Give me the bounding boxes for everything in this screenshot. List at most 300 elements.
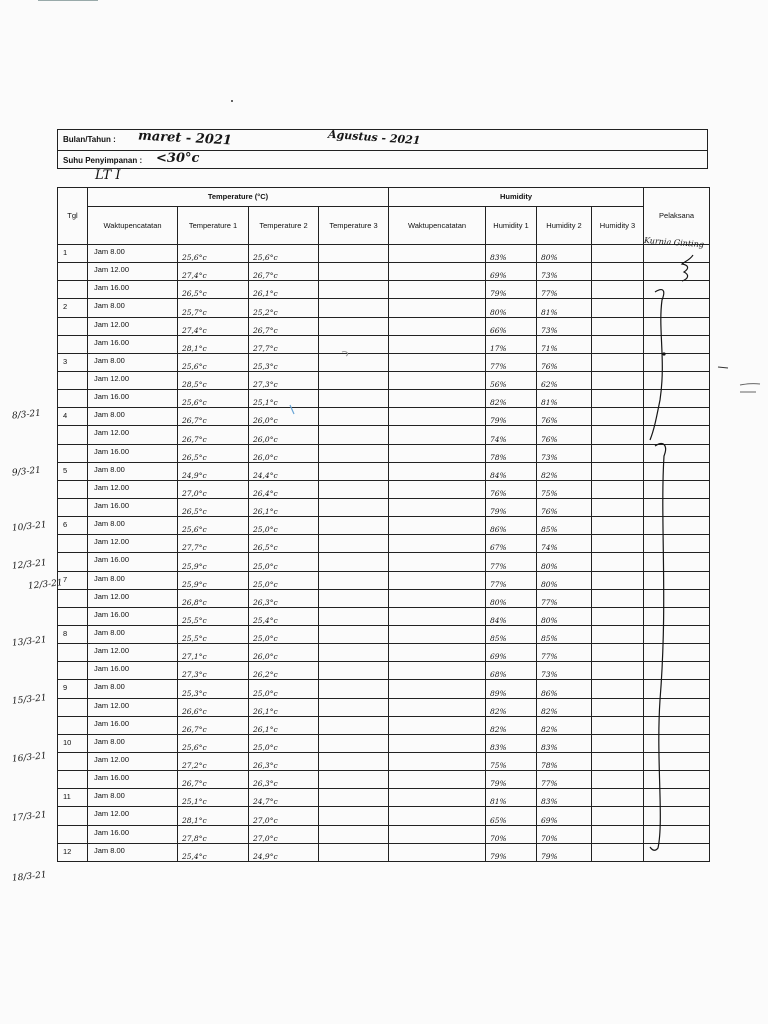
time-cell: Jam 8.00 <box>88 571 178 589</box>
temp-3-cell <box>319 281 389 299</box>
hum-2-cell: 77% <box>537 589 592 607</box>
table-row <box>58 571 710 589</box>
hum-3-cell <box>592 607 644 625</box>
tgl-cell: 2 <box>58 299 88 317</box>
hum-1-cell: 79% <box>486 408 537 426</box>
pelaksana-cell <box>644 553 710 571</box>
hum-2-cell: 62% <box>537 371 592 389</box>
hum-3-cell <box>592 535 644 553</box>
hum-2-cell: 75% <box>537 480 592 498</box>
temp-2-cell: 26,3°c <box>249 752 319 770</box>
hum-3-cell <box>592 571 644 589</box>
time-cell: Jam 8.00 <box>88 789 178 807</box>
temp-3-cell <box>319 553 389 571</box>
hum-1-cell: 82% <box>486 390 537 408</box>
time-cell: Jam 16.00 <box>88 607 178 625</box>
hum-3-cell <box>592 789 644 807</box>
hum-3-cell <box>592 807 644 825</box>
pelaksana-cell <box>644 589 710 607</box>
table-row <box>58 589 710 607</box>
waktu-2-cell <box>389 263 486 281</box>
waktu-2-cell <box>389 353 486 371</box>
temp-1-cell: 26,7°c <box>178 426 249 444</box>
waktu-2-cell <box>389 680 486 698</box>
tgl-cell: 10 <box>58 734 88 752</box>
temp-3-cell <box>319 462 389 480</box>
table-row <box>58 644 710 662</box>
pelaksana-cell <box>644 625 710 643</box>
pelaksana-cell <box>644 281 710 299</box>
time-cell: Jam 12.00 <box>88 426 178 444</box>
temp-2-cell: 26,2°c <box>249 662 319 680</box>
hum-2-cell: 69% <box>537 807 592 825</box>
table-row <box>58 281 710 299</box>
margin-date-note: 16/3-21 <box>11 751 48 765</box>
table-row <box>58 716 710 734</box>
hum-2-cell: 73% <box>537 444 592 462</box>
temp-3-cell <box>319 644 389 662</box>
hum-1-cell: 69% <box>486 644 537 662</box>
hum-2-cell: 73% <box>537 317 592 335</box>
table-row <box>58 498 710 516</box>
pelaksana-cell <box>644 335 710 353</box>
hum-3-cell <box>592 462 644 480</box>
temp-1-cell: 25,6°c <box>178 390 249 408</box>
temp-3-cell <box>319 299 389 317</box>
pelaksana-cell <box>644 390 710 408</box>
time-cell: Jam 12.00 <box>88 263 178 281</box>
temp-2-cell: 26,4°c <box>249 480 319 498</box>
temp-2-cell: 25,2°c <box>249 299 319 317</box>
temp-2-cell: 27,7°c <box>249 335 319 353</box>
pelaksana-cell <box>644 734 710 752</box>
hum-3-cell <box>592 825 644 843</box>
hum-2-cell: 81% <box>537 390 592 408</box>
pelaksana-cell <box>644 698 710 716</box>
waktu-2-cell <box>389 371 486 389</box>
waktu-2-cell <box>389 607 486 625</box>
temp-2-cell: 24,4°c <box>249 462 319 480</box>
temp-1-cell: 27,7°c <box>178 535 249 553</box>
hum-1-cell: 77% <box>486 571 537 589</box>
table-row <box>58 245 710 263</box>
temp-3-cell <box>319 426 389 444</box>
hum-3-cell <box>592 698 644 716</box>
table-row <box>58 390 710 408</box>
temp-1-cell: 26,6°c <box>178 698 249 716</box>
time-cell: Jam 16.00 <box>88 662 178 680</box>
hum-3-cell <box>592 662 644 680</box>
hum-3-cell <box>592 517 644 535</box>
hum-3-cell <box>592 480 644 498</box>
tgl-cell <box>58 390 88 408</box>
hum-1-cell: 79% <box>486 843 537 861</box>
waktu-2-cell <box>389 553 486 571</box>
time-cell: Jam 8.00 <box>88 680 178 698</box>
temp-1-cell: 28,1°c <box>178 807 249 825</box>
hum-1-cell: 89% <box>486 680 537 698</box>
table-row <box>58 553 710 571</box>
pelaksana-cell <box>644 607 710 625</box>
tgl-cell <box>58 263 88 281</box>
period-value: maret - 2021 <box>137 128 233 149</box>
waktu-2-cell <box>389 444 486 462</box>
table-row <box>58 462 710 480</box>
period-label: Bulan/Tahun : <box>63 135 116 144</box>
tgl-cell <box>58 644 88 662</box>
temp-1-cell: 25,7°c <box>178 299 249 317</box>
hum-2-cell: 81% <box>537 299 592 317</box>
time-cell: Jam 8.00 <box>88 517 178 535</box>
time-cell: Jam 12.00 <box>88 698 178 716</box>
time-cell: Jam 12.00 <box>88 317 178 335</box>
waktu-2-cell <box>389 752 486 770</box>
col-temp-1: Temperature 1 <box>178 207 249 245</box>
waktu-2-cell <box>389 698 486 716</box>
pelaksana-cell <box>644 480 710 498</box>
pelaksana-cell <box>644 807 710 825</box>
temp-3-cell <box>319 571 389 589</box>
waktu-2-cell <box>389 771 486 789</box>
hum-3-cell <box>592 734 644 752</box>
tgl-cell <box>58 752 88 770</box>
pelaksana-cell <box>644 426 710 444</box>
pelaksana-cell <box>644 825 710 843</box>
hum-1-cell: 70% <box>486 825 537 843</box>
temp-2-cell: 26,3°c <box>249 771 319 789</box>
hum-3-cell <box>592 281 644 299</box>
hum-2-cell: 73% <box>537 662 592 680</box>
table-row <box>58 771 710 789</box>
pelaksana-cell <box>644 716 710 734</box>
margin-date-note: 12/3-21 <box>27 578 64 592</box>
hum-1-cell: 69% <box>486 263 537 281</box>
temp-3-cell <box>319 771 389 789</box>
hum-2-cell: 82% <box>537 462 592 480</box>
pelaksana-cell <box>644 752 710 770</box>
col-temperature-group: Temperature (°C) <box>88 188 389 207</box>
waktu-2-cell <box>389 480 486 498</box>
temp-1-cell: 26,5°c <box>178 444 249 462</box>
temp-1-cell: 25,6°c <box>178 734 249 752</box>
form-header <box>57 129 708 169</box>
time-cell: Jam 16.00 <box>88 444 178 462</box>
temp-3-cell <box>319 698 389 716</box>
hum-2-cell: 83% <box>537 789 592 807</box>
temp-3-cell <box>319 390 389 408</box>
hum-3-cell <box>592 716 644 734</box>
table-row <box>58 662 710 680</box>
margin-date-note: 18/3-21 <box>11 870 48 884</box>
hum-2-cell: 76% <box>537 353 592 371</box>
time-cell: Jam 12.00 <box>88 589 178 607</box>
waktu-2-cell <box>389 716 486 734</box>
hum-1-cell: 86% <box>486 517 537 535</box>
hum-1-cell: 79% <box>486 771 537 789</box>
hum-1-cell: 80% <box>486 589 537 607</box>
temp-2-cell: 26,7°c <box>249 317 319 335</box>
margin-date-note: 10/3-21 <box>11 520 48 534</box>
scan-edge-mark <box>38 0 98 1</box>
temp-2-cell: 25,0°c <box>249 553 319 571</box>
table-row <box>58 408 710 426</box>
table-row <box>58 426 710 444</box>
margin-date-note: 9/3-21 <box>11 465 42 479</box>
margin-date-note: 13/3-21 <box>11 635 48 649</box>
location-label: LT I <box>95 168 121 183</box>
hum-2-cell: 77% <box>537 644 592 662</box>
table-row <box>58 734 710 752</box>
temp-3-cell <box>319 263 389 281</box>
hum-3-cell <box>592 299 644 317</box>
waktu-2-cell <box>389 317 486 335</box>
tgl-cell <box>58 716 88 734</box>
tgl-cell <box>58 498 88 516</box>
col-temp-2: Temperature 2 <box>249 207 319 245</box>
temp-2-cell: 25,0°c <box>249 517 319 535</box>
hum-1-cell: 82% <box>486 716 537 734</box>
temp-1-cell: 27,4°c <box>178 317 249 335</box>
temp-1-cell: 25,1°c <box>178 789 249 807</box>
hum-2-cell: 77% <box>537 771 592 789</box>
hum-2-cell: 76% <box>537 408 592 426</box>
table-row <box>58 789 710 807</box>
hum-3-cell <box>592 644 644 662</box>
hum-3-cell <box>592 263 644 281</box>
tgl-cell: 12 <box>58 843 88 861</box>
temp-3-cell <box>319 752 389 770</box>
tgl-cell: 11 <box>58 789 88 807</box>
temp-1-cell: 27,8°c <box>178 825 249 843</box>
waktu-2-cell <box>389 245 486 263</box>
temp-1-cell: 25,9°c <box>178 571 249 589</box>
temp-3-cell <box>319 716 389 734</box>
time-cell: Jam 8.00 <box>88 353 178 371</box>
margin-date-note: 8/3-21 <box>11 408 42 422</box>
hum-3-cell <box>592 408 644 426</box>
time-cell: Jam 8.00 <box>88 408 178 426</box>
temp-3-cell <box>319 335 389 353</box>
hum-1-cell: 17% <box>486 335 537 353</box>
pelaksana-cell <box>644 843 710 861</box>
hum-3-cell <box>592 335 644 353</box>
temp-3-cell <box>319 589 389 607</box>
temp-1-cell: 27,1°c <box>178 644 249 662</box>
storage-temp-value: <30°c <box>156 151 200 166</box>
time-cell: Jam 8.00 <box>88 299 178 317</box>
temp-2-cell: 25,0°c <box>249 571 319 589</box>
temp-1-cell: 25,9°c <box>178 553 249 571</box>
tgl-cell <box>58 771 88 789</box>
table-row <box>58 317 710 335</box>
temp-1-cell: 27,3°c <box>178 662 249 680</box>
pelaksana-cell <box>644 571 710 589</box>
tgl-cell: 1 <box>58 245 88 263</box>
hum-1-cell: 65% <box>486 807 537 825</box>
pelaksana-cell <box>644 498 710 516</box>
hum-3-cell <box>592 426 644 444</box>
period-value-2: Agustus - 2021 <box>327 127 421 148</box>
tgl-cell <box>58 698 88 716</box>
tgl-cell <box>58 426 88 444</box>
tgl-cell: 5 <box>58 462 88 480</box>
monitoring-table <box>57 187 710 862</box>
temp-2-cell: 26,0°c <box>249 444 319 462</box>
pelaksana-cell <box>644 462 710 480</box>
temp-2-cell: 26,0°c <box>249 644 319 662</box>
table-row <box>58 371 710 389</box>
col-temp-3: Temperature 3 <box>319 207 389 245</box>
temp-2-cell: 26,5°c <box>249 535 319 553</box>
tgl-cell: 4 <box>58 408 88 426</box>
temp-1-cell: 25,6°c <box>178 245 249 263</box>
waktu-2-cell <box>389 535 486 553</box>
hum-3-cell <box>592 245 644 263</box>
hum-1-cell: 82% <box>486 698 537 716</box>
hum-2-cell: 70% <box>537 825 592 843</box>
temp-2-cell: 25,0°c <box>249 680 319 698</box>
hum-2-cell: 80% <box>537 607 592 625</box>
temp-1-cell: 25,5°c <box>178 625 249 643</box>
temp-1-cell: 26,7°c <box>178 771 249 789</box>
time-cell: Jam 8.00 <box>88 734 178 752</box>
waktu-2-cell <box>389 644 486 662</box>
hum-3-cell <box>592 625 644 643</box>
temp-3-cell <box>319 825 389 843</box>
col-humidity-group: Humidity <box>389 188 644 207</box>
hum-1-cell: 83% <box>486 245 537 263</box>
hum-1-cell: 67% <box>486 535 537 553</box>
hum-1-cell: 81% <box>486 789 537 807</box>
waktu-2-cell <box>389 789 486 807</box>
time-cell: Jam 12.00 <box>88 535 178 553</box>
col-pelaksana: Pelaksana <box>644 188 710 245</box>
tgl-cell <box>58 444 88 462</box>
temp-1-cell: 25,3°c <box>178 680 249 698</box>
hum-2-cell: 71% <box>537 335 592 353</box>
hum-1-cell: 83% <box>486 734 537 752</box>
temp-2-cell: 27,0°c <box>249 825 319 843</box>
temp-2-cell: 25,3°c <box>249 353 319 371</box>
pelaksana-cell <box>644 299 710 317</box>
temp-3-cell <box>319 371 389 389</box>
hum-2-cell: 85% <box>537 517 592 535</box>
hum-1-cell: 77% <box>486 553 537 571</box>
time-cell: Jam 12.00 <box>88 644 178 662</box>
temp-1-cell: 26,8°c <box>178 589 249 607</box>
time-cell: Jam 8.00 <box>88 462 178 480</box>
hum-2-cell: 83% <box>537 734 592 752</box>
temp-3-cell <box>319 353 389 371</box>
temp-3-cell <box>319 734 389 752</box>
tgl-cell <box>58 589 88 607</box>
table-row <box>58 698 710 716</box>
hum-1-cell: 76% <box>486 480 537 498</box>
waktu-2-cell <box>389 335 486 353</box>
table-header-row-2 <box>58 207 710 245</box>
table-row <box>58 444 710 462</box>
table-row <box>58 843 710 861</box>
hum-1-cell: 84% <box>486 607 537 625</box>
hum-2-cell: 79% <box>537 843 592 861</box>
col-waktu-2: Waktupencatatan <box>389 207 486 245</box>
temp-3-cell <box>319 444 389 462</box>
temp-1-cell: 25,6°c <box>178 353 249 371</box>
hum-1-cell: 77% <box>486 353 537 371</box>
tgl-cell: 3 <box>58 353 88 371</box>
hum-1-cell: 80% <box>486 299 537 317</box>
temp-3-cell <box>319 498 389 516</box>
pelaksana-signature: Kurnia Ginting <box>643 235 705 250</box>
pelaksana-cell <box>644 644 710 662</box>
hum-3-cell <box>592 553 644 571</box>
margin-date-note: 15/3-21 <box>11 693 48 707</box>
pelaksana-cell <box>644 771 710 789</box>
tgl-cell <box>58 335 88 353</box>
time-cell: Jam 16.00 <box>88 335 178 353</box>
table-header-row-1 <box>58 188 710 207</box>
temp-3-cell <box>319 517 389 535</box>
waktu-2-cell <box>389 408 486 426</box>
time-cell: Jam 12.00 <box>88 752 178 770</box>
waktu-2-cell <box>389 426 486 444</box>
time-cell: Jam 16.00 <box>88 553 178 571</box>
pelaksana-cell <box>644 263 710 281</box>
hum-2-cell: 78% <box>537 752 592 770</box>
pelaksana-cell <box>644 444 710 462</box>
hum-2-cell: 80% <box>537 553 592 571</box>
hum-2-cell: 82% <box>537 698 592 716</box>
table-row <box>58 299 710 317</box>
time-cell: Jam 16.00 <box>88 390 178 408</box>
waktu-2-cell <box>389 498 486 516</box>
table-row <box>58 335 710 353</box>
table-row <box>58 535 710 553</box>
temp-3-cell <box>319 245 389 263</box>
pelaksana-cell <box>644 789 710 807</box>
hum-3-cell <box>592 317 644 335</box>
tgl-cell <box>58 607 88 625</box>
pelaksana-cell <box>644 535 710 553</box>
hum-3-cell <box>592 680 644 698</box>
temp-3-cell <box>319 408 389 426</box>
temp-1-cell: 26,5°c <box>178 498 249 516</box>
hum-1-cell: 66% <box>486 317 537 335</box>
table-row <box>58 625 710 643</box>
waktu-2-cell <box>389 589 486 607</box>
table-row <box>58 825 710 843</box>
hum-2-cell: 73% <box>537 263 592 281</box>
temp-2-cell: 26,0°c <box>249 408 319 426</box>
temp-1-cell: 25,6°c <box>178 517 249 535</box>
time-cell: Jam 16.00 <box>88 498 178 516</box>
hum-2-cell: 76% <box>537 426 592 444</box>
storage-temp-label: Suhu Penyimpanan : <box>63 156 143 165</box>
tgl-cell <box>58 825 88 843</box>
time-cell: Jam 16.00 <box>88 771 178 789</box>
tgl-cell: 6 <box>58 517 88 535</box>
hum-3-cell <box>592 353 644 371</box>
hum-1-cell: 68% <box>486 662 537 680</box>
pelaksana-cell <box>644 662 710 680</box>
tgl-cell <box>58 807 88 825</box>
storage-temp-row <box>58 150 707 170</box>
table-row <box>58 752 710 770</box>
temp-3-cell <box>319 317 389 335</box>
temp-1-cell: 27,4°c <box>178 263 249 281</box>
waktu-2-cell <box>389 281 486 299</box>
temp-1-cell: 27,0°c <box>178 480 249 498</box>
